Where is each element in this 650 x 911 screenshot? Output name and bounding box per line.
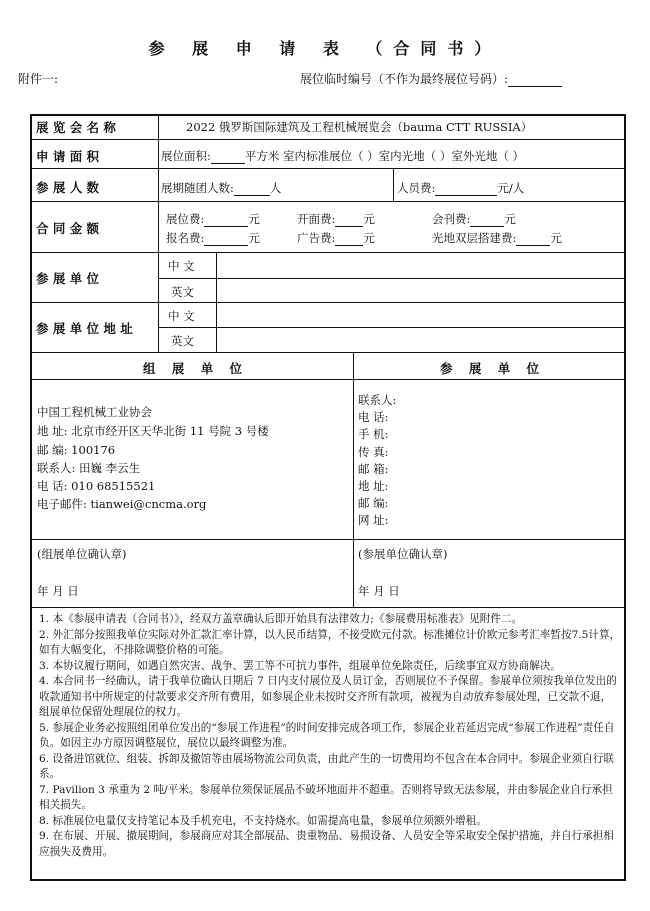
exhibitor-address-label: 参 展 单 位 地 址 — [36, 321, 133, 336]
row-divider — [30, 139, 626, 140]
organizer-phone: 电 话: 010 68515521 — [37, 479, 156, 493]
organizer-seal: (组展单位确认章) — [37, 547, 127, 561]
column-divider — [353, 352, 354, 607]
column-divider — [158, 114, 159, 352]
attachment-label: 附件一: — [18, 72, 59, 86]
booth-fee-blank[interactable] — [204, 215, 248, 227]
organizer-header: 组 展 单 位 — [143, 361, 249, 376]
row-divider — [30, 539, 626, 540]
area-suffix: 平方米 室内标准展位（ ）室内光地（ ）室外光地（ ） — [244, 149, 524, 163]
booth-fee-label: 展位费: — [166, 212, 205, 226]
exhibitor-phone-field[interactable]: 电 话: — [358, 410, 389, 425]
exhibitor-fax-field[interactable]: 传 真: — [358, 444, 389, 459]
registration-fee-field[interactable] — [166, 230, 260, 246]
yuan-unit: 元 — [550, 231, 562, 245]
address-english-input[interactable] — [218, 329, 624, 351]
area-prefix: 展位面积: — [161, 149, 211, 163]
organizer-postcode: 邮 编: 100176 — [37, 443, 116, 457]
area-field[interactable] — [161, 148, 524, 164]
column-divider — [393, 168, 394, 201]
delegation-blank[interactable] — [234, 184, 270, 196]
row-divider — [30, 379, 626, 380]
row-divider — [30, 168, 626, 169]
delegation-unit: 人 — [269, 181, 282, 195]
exhibitor-name-label: 参 展 单 位 — [36, 271, 100, 286]
term-item: 4. 本合同书一经确认，请于我单位确认日期后 7 日内支付展位及人员订金，否则展位不予保留。参展单位须按我单位发出的收款通知书中所规定的付款要求交齐所有费用，如参展企业未按时交齐所有款项，被视为自动放弃参展处理，已交款不退，组展单位保留处理展位的权力。 — [39, 675, 617, 718]
organizer-date: 年 月 日 — [37, 584, 79, 598]
catalog-fee-blank[interactable] — [470, 215, 504, 227]
exhibitor-chinese-label: 中 文 — [168, 259, 195, 273]
column-divider — [216, 252, 217, 352]
booth-number-blank[interactable] — [508, 74, 562, 87]
people-label: 参 展 人 数 — [36, 180, 100, 195]
staff-fee-field[interactable] — [397, 180, 524, 196]
exhibitor-address-field[interactable]: 地 址: — [358, 479, 389, 493]
yuan-unit: 元 — [363, 212, 375, 226]
address-chinese-input[interactable] — [218, 304, 624, 326]
term-item: 8. 标准展位电量仅支持笔记本及手机充电，不支持烧水。如需提高电量，参展单位须额外增租。 — [39, 814, 487, 827]
organizer-address: 地 址: 北京市经开区天华北街 11 号院 3 号楼 — [37, 424, 269, 438]
yuan-unit: 元 — [504, 212, 516, 226]
row-divider — [30, 201, 626, 202]
catalog-fee-label: 会刊费: — [432, 212, 471, 226]
yuan-unit: 元 — [248, 212, 260, 226]
staff-fee-unit: 元/人 — [497, 181, 525, 195]
exhibitor-seal: (参展单位确认章) — [358, 547, 448, 561]
organizer-name: 中国工程机械工业协会 — [37, 405, 152, 419]
catalog-fee-field[interactable] — [432, 211, 516, 227]
terms-list — [39, 612, 621, 860]
row-divider — [158, 327, 626, 328]
double-deck-fee-label: 光地双层搭建费: — [432, 231, 517, 245]
staff-fee-label: 人员费: — [397, 181, 436, 195]
double-deck-fee-blank[interactable] — [516, 234, 550, 246]
booth-fee-field[interactable] — [166, 211, 260, 227]
exhibitor-date: 年 月 日 — [358, 584, 400, 598]
registration-fee-blank[interactable] — [204, 234, 248, 246]
exhibitor-postcode-field[interactable]: 邮 编: — [358, 496, 389, 511]
double-deck-fee-field[interactable] — [432, 230, 562, 246]
row-divider — [30, 302, 626, 303]
opening-fee-field[interactable] — [297, 211, 375, 227]
exhibitor-website-field[interactable]: 网 址: — [358, 513, 389, 528]
amount-label: 合 同 金 额 — [36, 221, 100, 236]
exhibition-name-value: 2022 俄罗斯国际建筑及工程机械展览会（bauma CTT RUSSIA） — [186, 120, 533, 134]
term-item: 5. 参展企业务必按照组团单位发出的“参展工作进程”的时间安排完成各项工作，参展企业若延迟完成“参展工作进程”责任自负。如因主办方原因调整展位，展位以最终调整为准。 — [39, 721, 615, 749]
yuan-unit: 元 — [248, 231, 260, 245]
area-label: 申 请 面 积 — [36, 149, 100, 164]
exhibitor-header: 参 展 单 位 — [440, 361, 546, 376]
booth-number-label: 展位临时编号（不作为最终展位号码）: — [300, 72, 509, 86]
exhibitor-english-label: 英文 — [171, 285, 194, 299]
ad-fee-field[interactable] — [297, 230, 375, 246]
area-blank[interactable] — [211, 152, 245, 164]
exhibitor-mobile-field[interactable]: 手 机: — [358, 427, 389, 442]
term-item: 9. 在布展、开展、撤展期间，参展商应对其全部展品、贵重物品、易损设备、人员安全等采取安全保护措施，并自行承担相应损失及费用。 — [39, 830, 614, 858]
ad-fee-label: 广告费: — [297, 231, 336, 245]
ad-fee-blank[interactable] — [335, 234, 363, 246]
yuan-unit: 元 — [363, 231, 375, 245]
staff-fee-blank[interactable] — [435, 184, 497, 196]
address-english-label: 英文 — [171, 334, 194, 348]
exhibition-name-label: 展 览 会 名 称 — [36, 120, 116, 135]
page-title: 参 展 申 请 表 （合同书） — [148, 39, 502, 58]
organizer-email: 电子邮件: tianwei@cncma.org — [37, 497, 207, 511]
delegation-field[interactable] — [161, 180, 281, 196]
registration-fee-label: 报名费: — [166, 231, 205, 245]
exhibitor-contact-field[interactable]: 联系人: — [358, 393, 397, 407]
exhibitor-english-input[interactable] — [218, 279, 624, 301]
term-item: 1. 本《参展申请表（合同书）》，经双方盖章确认后即开始具有法律效力;《参展费用标准表》见附件二。 — [39, 613, 523, 625]
row-divider — [30, 352, 626, 353]
exhibitor-mailbox-field[interactable]: 邮 箱: — [358, 461, 389, 476]
row-divider — [30, 252, 626, 253]
organizer-contact: 联系人: 田巍 李云生 — [37, 461, 141, 475]
booth-number-field[interactable] — [300, 70, 562, 87]
opening-fee-blank[interactable] — [335, 215, 363, 227]
term-item: 2. 外汇部分按照我单位实际对外汇款汇率计算，以人民币结算，不接受欧元付款。标准摊位计价欧元参考汇率暂按7.5计算，如有大幅变化，不排除调整价格的可能。 — [39, 628, 621, 656]
address-chinese-label: 中 文 — [168, 309, 195, 323]
row-divider — [30, 607, 626, 608]
delegation-label: 展期随团人数: — [161, 181, 234, 195]
term-item: 3. 本协议履行期间，如遇自然灾害、战争、罢工等不可抗力事件，组展单位免除责任，后续事宜双方协商解决。 — [39, 659, 561, 672]
term-item: 7. Pavilion 3 承重为 2 吨/平米。参展单位须保证展品不破坏地面并不超重。否则将导致无法参展，并由参展企业自行承担相关损失。 — [39, 783, 613, 811]
exhibitor-chinese-input[interactable] — [218, 254, 624, 277]
opening-fee-label: 开面费: — [297, 212, 336, 226]
term-item: 6. 设备进馆就位、组装、拆卸及撤馆等由展场物流公司负责，由此产生的一切费用均不包含在本合同中。参展企业须自行联系。 — [39, 752, 614, 780]
